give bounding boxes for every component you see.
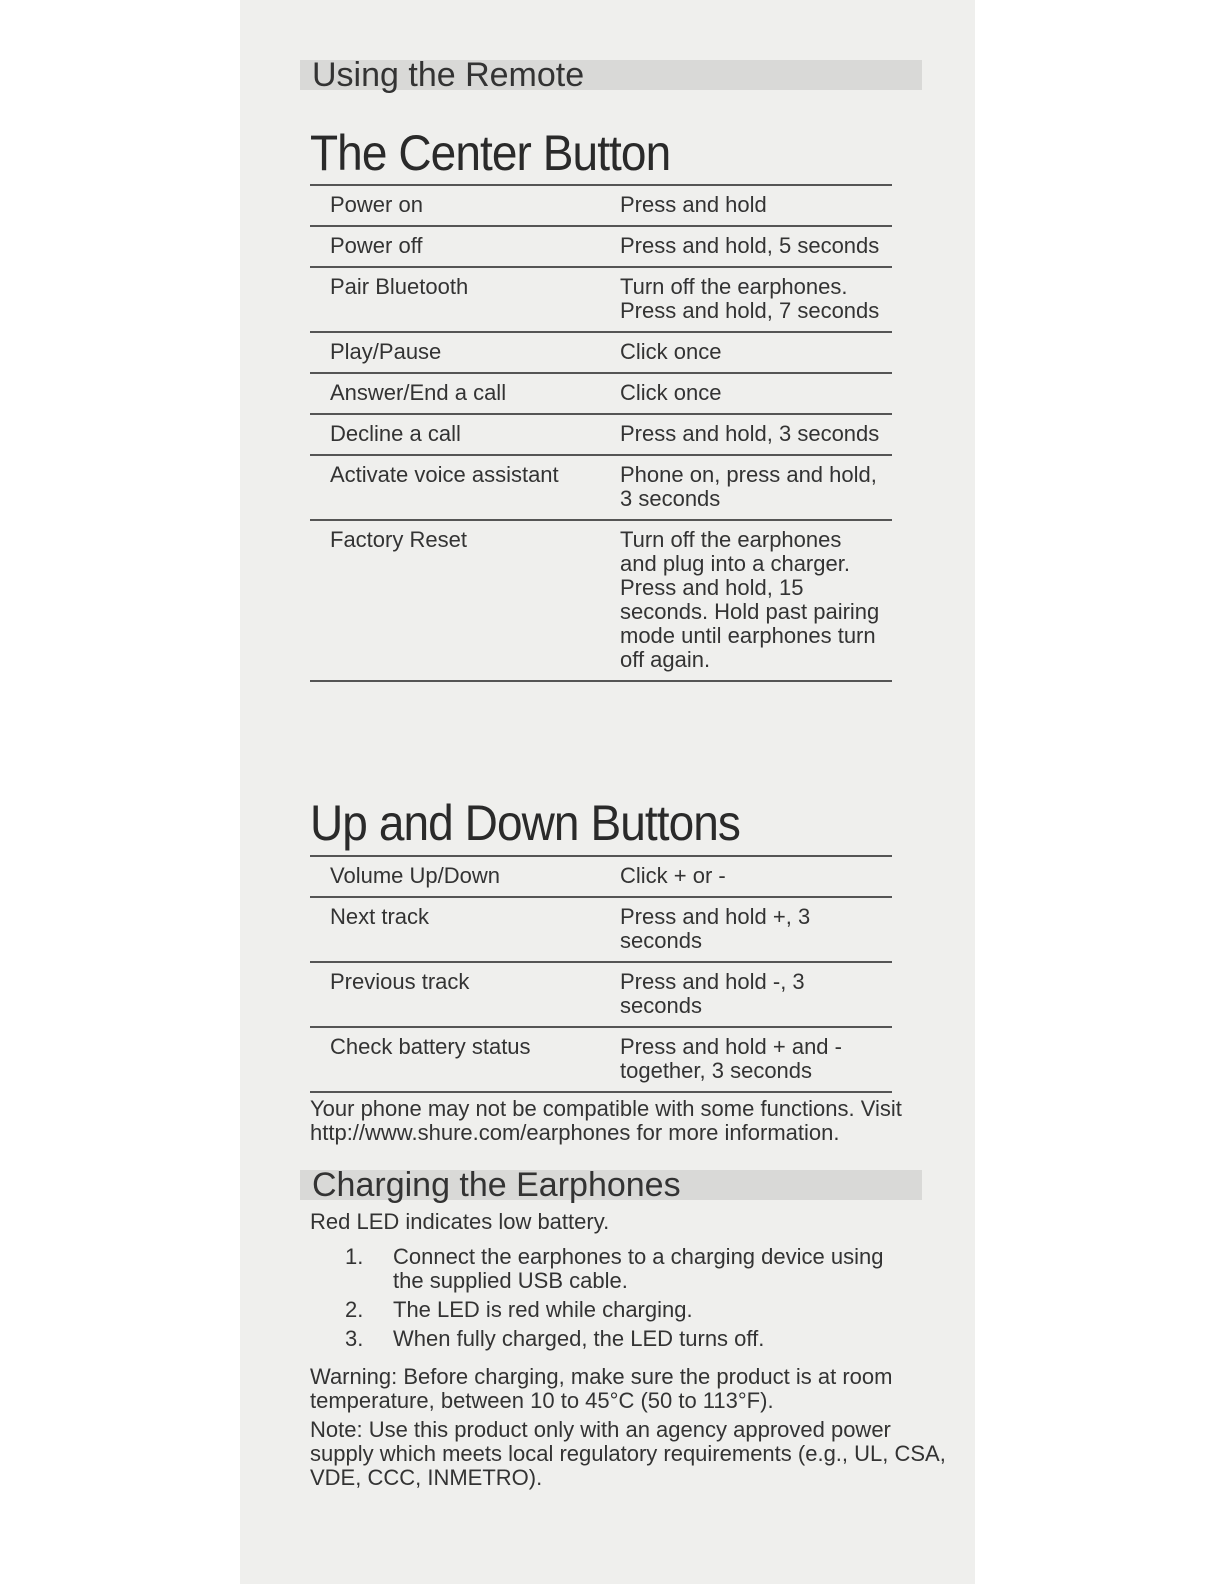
action-cell: Play/Pause xyxy=(330,339,442,364)
table-row xyxy=(310,856,892,897)
section-header-remote: Using the Remote xyxy=(300,60,922,90)
step-number: 1. xyxy=(345,1244,364,1269)
instruction-cell: Press and hold, 5 seconds xyxy=(620,233,880,258)
table-row xyxy=(310,226,892,267)
table-row xyxy=(310,1027,892,1092)
instruction-cell: Press and hold xyxy=(620,192,767,217)
action-cell: Previous track xyxy=(330,969,470,994)
charging-steps xyxy=(345,1245,905,1356)
instruction-cell: Phone on, press and hold, 3 seconds xyxy=(620,462,877,511)
list-item xyxy=(345,1245,905,1293)
center-button-table xyxy=(310,184,892,682)
table-row xyxy=(310,267,892,332)
instruction-cell: Press and hold + and - together, 3 seconds xyxy=(620,1034,842,1083)
action-cell: Check battery status xyxy=(330,1034,531,1059)
power-supply-note: Note: Use this product only with an agency approved power supply which meets local regulatory requirements (e.g., UL, CSA, VDE, CCC, INMETRO). xyxy=(310,1417,946,1490)
action-cell: Decline a call xyxy=(330,421,461,446)
table-row xyxy=(310,414,892,455)
table-row xyxy=(310,455,892,520)
instruction-cell: Click + or - xyxy=(620,863,726,888)
list-item xyxy=(345,1298,905,1322)
center-button-title: The Center Button xyxy=(310,125,671,181)
action-cell: Volume Up/Down xyxy=(330,863,500,888)
instruction-cell: Press and hold -, 3 seconds xyxy=(620,969,805,1018)
action-cell: Activate voice assistant xyxy=(330,462,559,487)
section-header-charging: Charging the Earphones xyxy=(300,1170,922,1200)
action-cell: Pair Bluetooth xyxy=(330,274,469,299)
action-cell: Power off xyxy=(330,233,423,258)
step-text: The LED is red while charging. xyxy=(393,1297,693,1322)
action-cell: Next track xyxy=(330,904,430,929)
step-number: 3. xyxy=(345,1326,364,1351)
table-row xyxy=(310,185,892,226)
table-row xyxy=(310,520,892,681)
compatibility-note: Your phone may not be compatible with some functions. Visit http://www.shure.com/earphones for more information. xyxy=(310,1096,902,1145)
step-text: Connect the earphones to a charging device using the supplied USB cable. xyxy=(393,1244,884,1293)
table-row xyxy=(310,373,892,414)
step-number: 2. xyxy=(345,1297,364,1322)
instruction-cell: Click once xyxy=(620,380,722,405)
up-down-buttons-title: Up and Down Buttons xyxy=(310,795,741,851)
instruction-cell: Press and hold, 3 seconds xyxy=(620,421,880,446)
action-cell: Power on xyxy=(330,192,423,217)
action-cell: Factory Reset xyxy=(330,527,467,552)
table-row xyxy=(310,897,892,962)
up-down-table xyxy=(310,855,892,1093)
list-item xyxy=(345,1327,905,1351)
table-row xyxy=(310,962,892,1027)
action-cell: Answer/End a call xyxy=(330,380,507,405)
charging-warning: Warning: Before charging, make sure the product is at room temperature, between 10 to 45°C (50 to 113°F). xyxy=(310,1364,893,1413)
instruction-cell: Click once xyxy=(620,339,722,364)
instruction-cell: Turn off the earphones. Press and hold, 7 seconds xyxy=(620,274,880,323)
instruction-cell: Turn off the earphones and plug into a charger. Press and hold, 15 seconds. Hold past pairing mode until earphones turn off again. xyxy=(620,527,880,672)
table-row xyxy=(310,332,892,373)
charging-intro: Red LED indicates low battery. xyxy=(310,1209,610,1234)
instruction-cell: Press and hold +, 3 seconds xyxy=(620,904,811,953)
step-text: When fully charged, the LED turns off. xyxy=(393,1326,765,1351)
